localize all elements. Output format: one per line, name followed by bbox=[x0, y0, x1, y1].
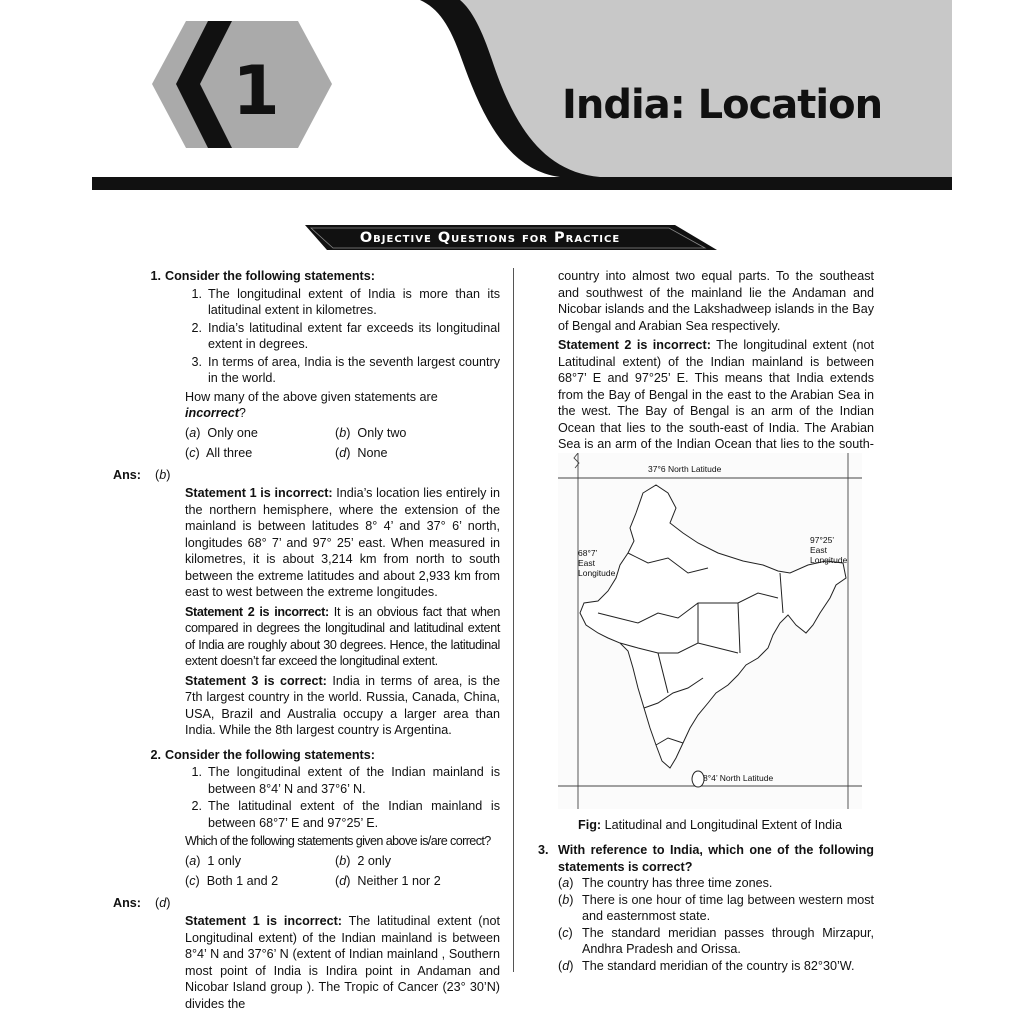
answer-label: Ans: bbox=[113, 467, 141, 482]
question-heading: Consider the following statements: bbox=[165, 747, 375, 762]
option-d: (d) Neither 1 nor 2 bbox=[335, 874, 441, 888]
india-extent-map bbox=[558, 453, 862, 809]
west-longitude-label-1: 68°7’ bbox=[578, 548, 598, 558]
options bbox=[185, 425, 500, 462]
section-banner: Objective Questions for Practice bbox=[359, 230, 621, 246]
chapter-title: India: Location bbox=[562, 82, 883, 128]
option-c: (c) All three bbox=[185, 446, 253, 460]
option-c: (c) Both 1 and 2 bbox=[185, 874, 279, 888]
question-heading: With reference to India, which one of the following statements is correct? bbox=[558, 843, 874, 874]
east-longitude-label-1: 97°25’ bbox=[810, 535, 835, 545]
options bbox=[185, 853, 500, 890]
question-number: 2. bbox=[150, 747, 161, 762]
question-3 bbox=[538, 842, 874, 974]
explanation-1: Statement 1 is incorrect: India’s location lies entirely in the northern hemisphere, where the extension of the mainland is between latitudes 8° 4’ and 37° 6’ north, longitudes 68° 7’ and 97° 25’ east. When measured in kilometres, it is about 3,214 km from north to south between the extreme latitudes and about 2,933 km from east to west between the extreme longitudes. bbox=[185, 486, 500, 599]
question-2 bbox=[113, 747, 501, 1013]
explanation-2: Statement 2 is incorrect: It is an obvious fact that when compared in degrees the longitudinal and latitudinal extent of India are roughly about 30 degrees. Hence, the latitudinal extent doesn’t far exceed the longitudinal extent. bbox=[185, 604, 500, 668]
chapter-number: 1 bbox=[232, 52, 280, 131]
west-longitude-label-2: East bbox=[578, 558, 596, 568]
answer: Ans: (b) bbox=[113, 467, 171, 482]
option-b: (b) There is one hour of time lag between western most and easternmost state. bbox=[558, 892, 874, 923]
column-divider bbox=[513, 268, 514, 972]
east-longitude-label-2: East bbox=[810, 545, 828, 555]
explanation-2: Statement 2 is incorrect: The longitudinal extent (not Latitudinal extent) of the Indian mainland is between 68°7’ E and 97°25’ E. This means that India extends from the Bay of Bengal in the east to the Arabian Sea in the west. The Bay of Bengal is an arm of the Indian Ocean that lies to the south-east of India. The Arabian Sea is an arm of the Indian Ocean that lies to the south- bbox=[558, 338, 874, 451]
east-longitude-label-3: Longitude bbox=[810, 555, 848, 565]
option-c: (c) The standard meridian passes through Mirzapur, Andhra Pradesh and Orissa. bbox=[558, 925, 874, 956]
south-latitude-label: 8°4’ North Latitude bbox=[703, 773, 774, 783]
north-latitude-label: 37°6 North Latitude bbox=[648, 464, 722, 474]
left-column bbox=[113, 268, 501, 1012]
option-a: (a) Only one bbox=[185, 425, 258, 440]
option-d: (d) The standard meridian of the country is 82°30’W. bbox=[558, 958, 855, 973]
explanation-3: Statement 3 is correct: India in terms of area, is the 7th largest country in the world. Russia, Canada, China, USA, Brazil and Australia occupy a larger area than India. While the 8th largest country is Argentina. bbox=[185, 673, 500, 737]
option-a: (a) The country has three time zones. bbox=[558, 876, 773, 890]
option-a: (a) 1 only bbox=[185, 853, 242, 868]
answer-value: d bbox=[159, 895, 167, 910]
statement: 2. India’s latitudinal extent far exceeds its longitudinal extent in degrees. bbox=[191, 320, 500, 351]
west-longitude-label-3: Longitude bbox=[578, 568, 616, 578]
question-ask: Which of the following statements given above is/are correct? bbox=[185, 834, 491, 848]
option-b: (b) 2 only bbox=[335, 853, 392, 868]
statement: 1. The longitudinal extent of India is more than its latitudinal extent in kilometres. bbox=[191, 286, 500, 317]
statement: 2. The latitudinal extent of the Indian mainland is between 68°7’ E and 97°25’ E. bbox=[191, 799, 500, 830]
figure-caption: Fig: Latitudinal and Longitudinal Extent of India bbox=[578, 818, 842, 832]
question-number: 1. bbox=[150, 269, 161, 283]
right-column bbox=[538, 268, 874, 469]
explanation-continued: country into almost two equal parts. To the southeast and southwest of the mainland lie the Andaman and Nicobar islands and the Lakshadweep islands in the Bay of Bengal and Arabian Sea respectively. bbox=[558, 269, 874, 333]
statement: 3. In terms of area, India is the seventh largest country in the world. bbox=[191, 354, 500, 385]
question-1 bbox=[113, 268, 500, 739]
answer-value: b bbox=[159, 467, 167, 482]
question-ask: How many of the above given statements are incorrect? bbox=[185, 389, 438, 420]
option-b: (b) Only two bbox=[335, 425, 407, 440]
question-heading: Consider the following statements: bbox=[165, 269, 375, 283]
answer-label: Ans: bbox=[113, 895, 141, 910]
question-number: 3. bbox=[538, 843, 549, 857]
statement: 1. The longitudinal extent of the Indian mainland is between 8°4’ N and 37°6’ N. bbox=[191, 765, 500, 796]
explanation-1: Statement 1 is incorrect: The latitudinal extent (not Longitudinal extent) of the Indian mainland is between 8°4’ N and 37°6’ N (extent of Indian mainland , Southern most point of India is Indira point in Andaman and Nicobar Island group ). The Tropic of Cancer (23° 30’N) divides the bbox=[185, 914, 501, 1011]
option-d: (d) None bbox=[335, 446, 388, 460]
answer: Ans: (d) bbox=[113, 895, 171, 910]
